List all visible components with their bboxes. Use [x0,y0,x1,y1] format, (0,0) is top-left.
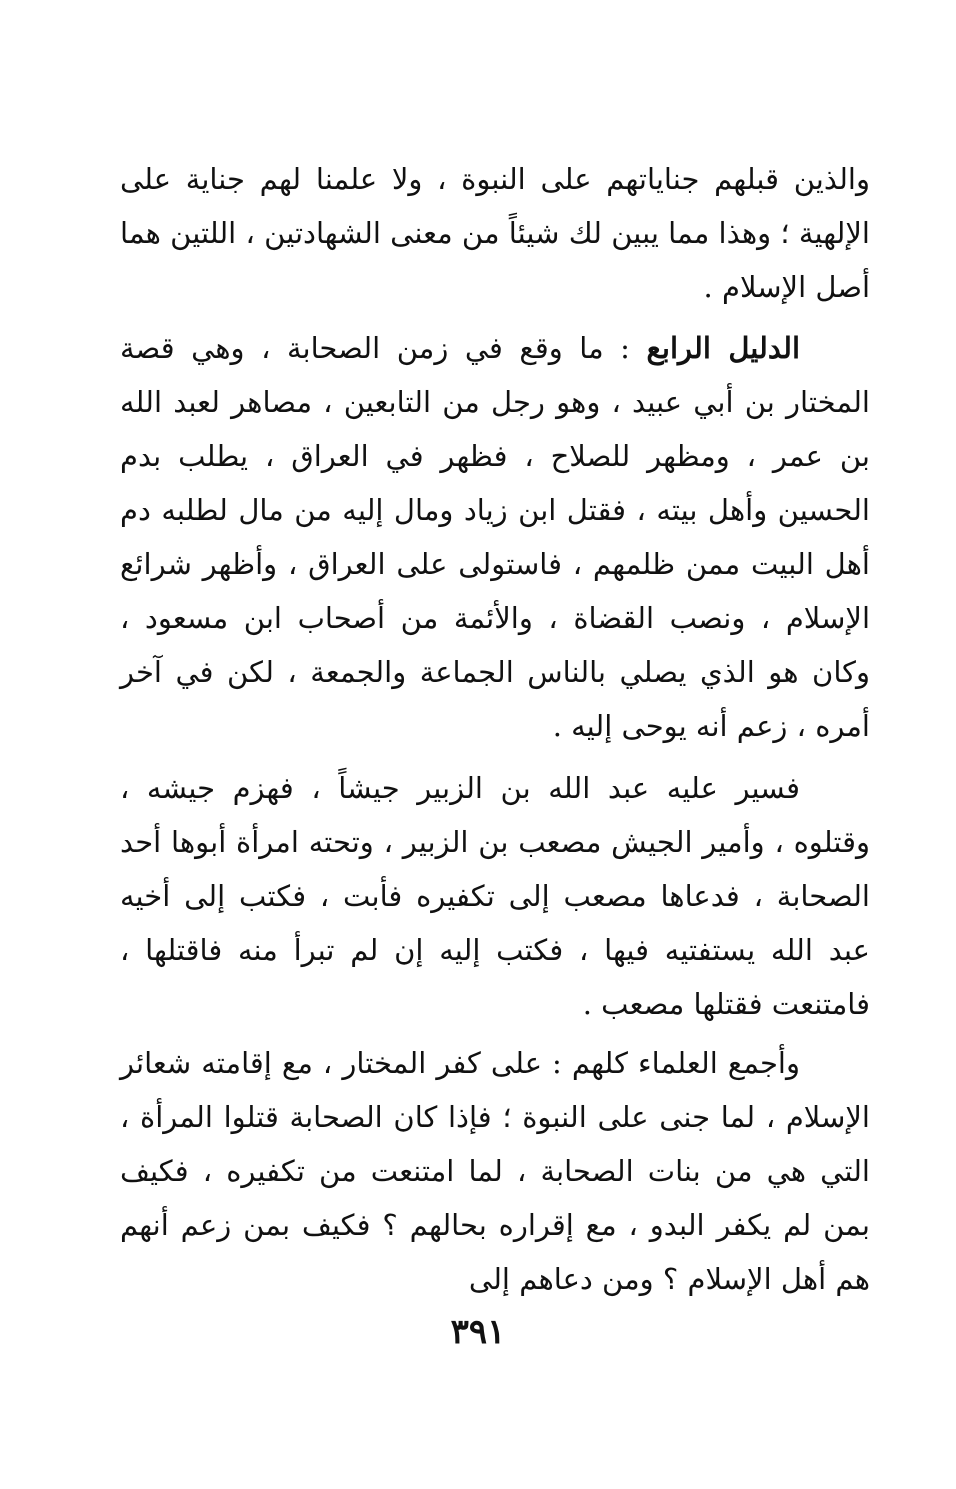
page-number: ٣٩١ [450,1312,506,1352]
paragraph-2-text: : ما وقع في زمن الصحابة ، وهي قصة المختار بن أبي عبيد ، وهو رجل من التابعين ، مصاهر لعبد الله بن عمر ، ومظهر للصلاح ، فظهر في العراق ، يطلب بدم الحسين وأهل بيته ، فقتل ابن زياد ومال إليه من مال لطلبه دم أهل البيت ممن ظلمهم ، فاستولى على العراق ، وأظهر شرائع الإسلام ، ونصب القضاة ، والأئمة من أصحاب ابن مسعود ، وكان هو الذي يصلي بالناس الجماعة والجمعة ، لكن في آخر أمره ، زعم أنه يوحى إليه . [120,331,870,743]
paragraph-3-text: فسير عليه عبد الله بن الزبير جيشاً ، فهزم جيشه ، وقتلوه ، وأمير الجيش مصعب بن الزبير ، وتحته امرأة أبوها أحد الصحابة ، فدعاها مصعب إلى تكفيره فأبت ، فكتب إلى أخيه عبد الله يستفتيه فيها ، فكتب إليه إن لم تبرأ منه فاقتلها ، فامتنعت فقتلها مصعب . [120,771,870,1021]
paragraph-3 [120,761,870,1031]
paragraph-4-text: وأجمع العلماء كلهم : على كفر المختار ، مع إقامته شعائر الإسلام ، لما جنى على النبوة ؛ فإذا كان الصحابة قتلوا المرأة ، التي هي من بنات الصحابة ، لما امتنعت من تكفيره ، فكيف بمن لم يكفر البدو ، مع إقراره بحالهم ؟ فكيف بمن زعم أنهم هم أهل الإسلام ؟ ومن دعاهم إلى [120,1046,870,1296]
paragraph-2-lead: الدليل الرابع [646,331,800,365]
paragraph-1-text: والذين قبلهم جناياتهم على النبوة ، ولا علمنا لهم جناية على الإلهية ؛ وهذا مما يبين لك شيئاً من معنى الشهادتين ، اللتين هما أصل الإسلام . [120,162,870,304]
paragraph-2 [120,321,870,753]
paragraph-4 [120,1036,870,1306]
paragraph-1 [120,152,870,314]
